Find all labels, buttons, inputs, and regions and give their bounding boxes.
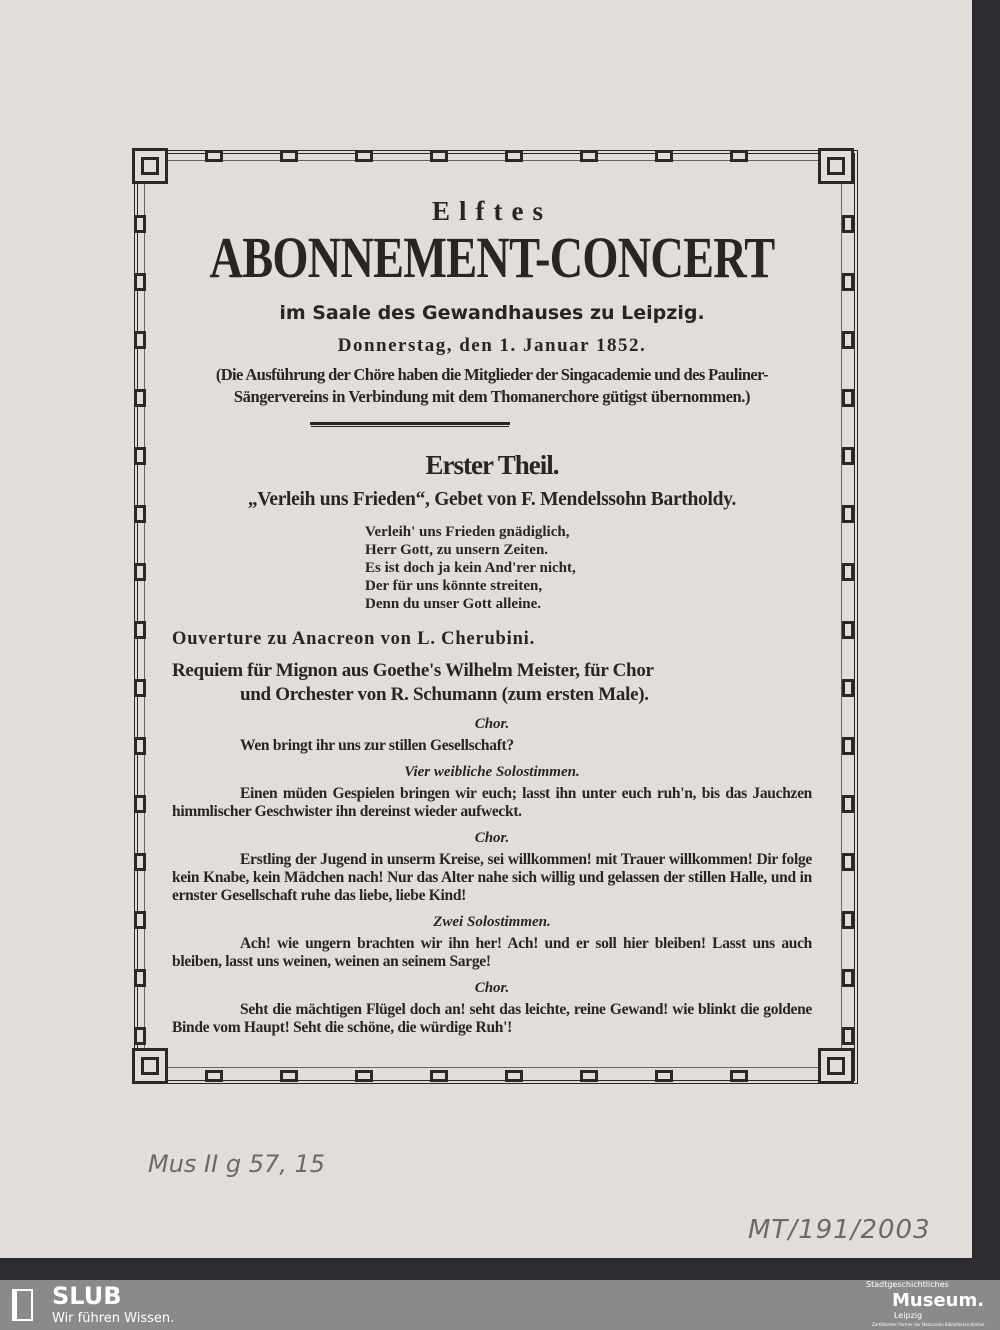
border-ornament: [134, 853, 146, 871]
speaker: Zwei Solostimmen.: [433, 914, 551, 930]
note-line-1: (Die Ausführung der Chöre haben die Mitglieder der Singacademie und des Pauliner-: [215, 365, 769, 384]
slub-logo[interactable]: SLUB: [52, 1282, 122, 1310]
piece-3-line-2: und Orchester von R. Schumann (zum ersten Male).: [240, 684, 649, 705]
museum-logo-top: Stadtgeschichtliches: [866, 1280, 949, 1289]
concert-date: Donnerstag, den 1. Januar 1852.: [337, 335, 647, 356]
border-ornament: [580, 150, 598, 162]
museum-logo[interactable]: Museum.: [892, 1290, 985, 1311]
museum-logo-city: Leipzig: [894, 1311, 923, 1320]
border-ornament: [355, 150, 373, 162]
border-ornament: [842, 273, 854, 291]
border-ornament: [134, 447, 146, 465]
border-ornament: [134, 737, 146, 755]
handwritten-shelfmark: Mus II g 57, 15: [148, 1150, 326, 1178]
border-corner-ornament: [132, 148, 168, 184]
part-title: Erster Theil.: [425, 450, 559, 480]
note-line-2: Sängervereins in Verbindung mit dem Thomanerchore gütigst übernommen.): [233, 387, 751, 406]
border-ornament: [655, 150, 673, 162]
border-ornament: [842, 389, 854, 407]
border-ornament: [842, 969, 854, 987]
libretto-text: Erstling der Jugend in unserm Kreise, sei willkommen! mit Trauer willkommen! Dir folge kein Knabe, kein Mädchen nach! Nur das Alter nahe sich willig und gelassen der stillen Halle, und in ernster Gesellschaft ruhe das liebe, liebe Kind!: [172, 851, 812, 904]
border-ornament: [655, 1070, 673, 1082]
border-ornament: [134, 911, 146, 929]
border-ornament: [430, 1070, 448, 1082]
piece-3-line-1: Requiem für Mignon aus Goethe's Wilhelm Meister, für Chor: [172, 660, 654, 681]
poem-line: Es ist doch ja kein And'rer nicht,: [365, 560, 576, 576]
border-ornament: [134, 331, 146, 349]
border-ornament: [205, 1070, 223, 1082]
heading-small: Elftes: [432, 196, 552, 226]
border-ornament: [280, 150, 298, 162]
divider-rule: [310, 422, 510, 425]
handwritten-inventory-number: MT/191/2003: [748, 1215, 931, 1245]
poem-line: Herr Gott, zu unsern Zeiten.: [365, 542, 549, 558]
border-ornament: [134, 795, 146, 813]
piece-1-title: „Verleih uns Frieden“, Gebet von F. Mendelssohn Bartholdy.: [247, 489, 737, 510]
border-ornament: [842, 737, 854, 755]
museum-partner-note: Zertifizierter Partner der Nationalen Bibliotheksinitiative: [872, 1322, 985, 1327]
speaker: Chor.: [474, 980, 510, 996]
border-ornament: [842, 621, 854, 639]
border-ornament: [134, 1027, 146, 1045]
speaker: Chor.: [474, 716, 510, 732]
border-ornament: [730, 1070, 748, 1082]
border-ornament: [134, 679, 146, 697]
border-ornament: [280, 1070, 298, 1082]
poem: [172, 523, 812, 613]
border-ornament: [134, 215, 146, 233]
libretto-text: Ach! wie ungern brachten wir ihn her! Ach! und er soll hier bleiben! Lasst uns auch bleiben, lasst uns weinen, weinen an seinem Sarge!: [172, 935, 812, 970]
border-ornament: [134, 505, 146, 523]
programme-content: [172, 196, 812, 1037]
border-ornament: [842, 679, 854, 697]
border-ornament: [842, 331, 854, 349]
poem-line: Denn du unser Gott alleine.: [365, 596, 541, 612]
border-ornament: [842, 795, 854, 813]
border-ornament: [842, 447, 854, 465]
border-ornament: [842, 853, 854, 871]
border-ornament: [205, 150, 223, 162]
border-ornament: [505, 150, 523, 162]
heading-main: ABONNEMENT-CONCERT: [209, 225, 775, 290]
border-corner-ornament: [818, 148, 854, 184]
libretto-text: Einen müden Gespielen bringen wir euch; lasst ihn unter euch ruh'n, bis das Jauchzen himmlischer Geschwister ihn dereinst wieder aufweckt.: [172, 785, 812, 820]
border-ornament: [134, 389, 146, 407]
border-ornament: [842, 215, 854, 233]
border-ornament: [134, 969, 146, 987]
heading-main-wrap: [172, 226, 812, 290]
border-ornament: [355, 1070, 373, 1082]
border-corner-ornament: [132, 1048, 168, 1084]
border-ornament: [842, 563, 854, 581]
border-corner-ornament: [818, 1048, 854, 1084]
speaker: Chor.: [474, 830, 510, 846]
border-ornament: [134, 621, 146, 639]
border-ornament: [842, 911, 854, 929]
border-ornament: [134, 563, 146, 581]
footer-bar: [0, 1280, 1000, 1330]
libretto-text: Wen bringt ihr uns zur stillen Gesellschaft?: [240, 737, 514, 754]
slub-logo-icon: [12, 1289, 33, 1321]
border-ornament: [134, 273, 146, 291]
border-ornament: [842, 1027, 854, 1045]
border-ornament: [505, 1070, 523, 1082]
border-ornament: [730, 150, 748, 162]
border-ornament: [430, 150, 448, 162]
border-ornament: [580, 1070, 598, 1082]
speaker: Vier weibliche Solostimmen.: [404, 764, 580, 780]
border-ornament: [842, 505, 854, 523]
poem-line: Der für uns könnte streiten,: [365, 578, 543, 594]
piece-2-title: Ouverture zu Anacreon von L. Cherubini.: [172, 629, 536, 649]
libretto-text: Seht die mächtigen Flügel doch an! seht das leichte, reine Gewand! wie blinkt die goldene Binde vom Haupt! Seht die schöne, die würdige Ruh'!: [172, 1001, 812, 1036]
poem-line: Verleih' uns Frieden gnädiglich,: [365, 524, 570, 540]
venue: im Saale des Gewandhauses zu Leipzig.: [279, 302, 705, 324]
slub-tagline: Wir führen Wissen.: [52, 1311, 175, 1326]
